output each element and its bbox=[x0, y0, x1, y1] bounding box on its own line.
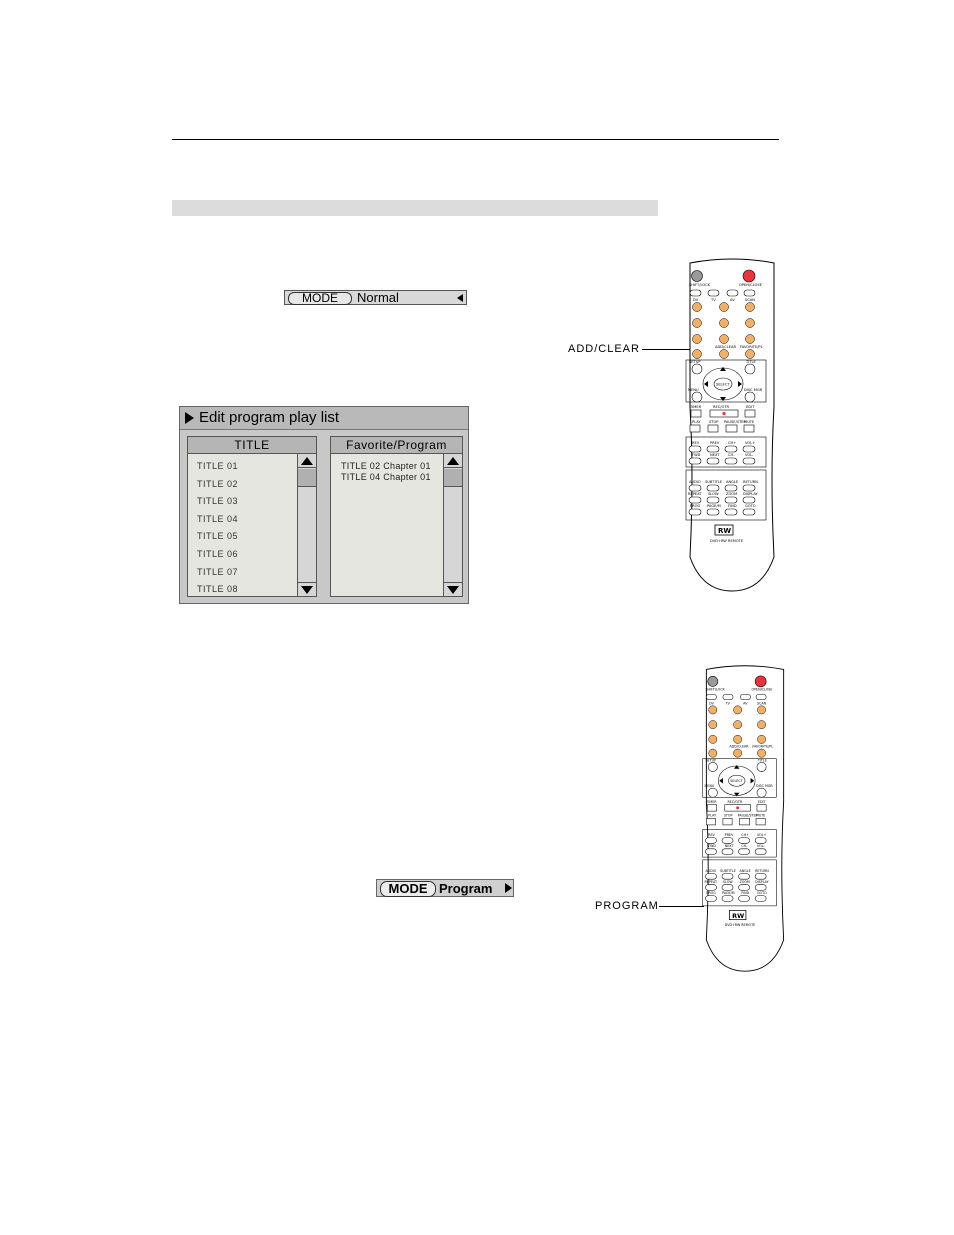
remote-label: VOL+ bbox=[756, 832, 767, 837]
remote-label: SCAN bbox=[745, 298, 755, 302]
dialog-header bbox=[180, 407, 468, 430]
remote-label: SETUP bbox=[705, 758, 717, 763]
remote-label: TIMER bbox=[706, 799, 717, 804]
remote-label: PAUSE/STEP bbox=[737, 813, 758, 818]
list-item[interactable]: TITLE 02 bbox=[197, 478, 239, 489]
remote-label: DISPLAY bbox=[743, 492, 758, 496]
remote-label: MUTE bbox=[744, 420, 755, 424]
remote-label: STOP bbox=[709, 420, 719, 424]
remote-label: REC/OTR bbox=[713, 405, 730, 409]
list-item[interactable]: TITLE 04 bbox=[197, 513, 239, 524]
list-item[interactable]: TITLE 06 bbox=[197, 548, 239, 559]
remote-label: DV bbox=[709, 701, 714, 706]
remote-label: SLOW bbox=[708, 492, 719, 496]
header-rule bbox=[172, 139, 779, 140]
remote-label: CH+ bbox=[728, 441, 737, 445]
program-callout: PROGRAM bbox=[595, 900, 659, 912]
remote-label: AV bbox=[730, 298, 735, 302]
program-scrollbar[interactable] bbox=[443, 454, 462, 596]
remote-label: ZOOM bbox=[739, 879, 750, 884]
remote-model: DVD+RW REMOTE bbox=[710, 539, 744, 543]
remote-label: STOP bbox=[723, 813, 733, 818]
open-close-button bbox=[743, 270, 755, 282]
remote-illustration bbox=[682, 257, 782, 592]
remote-label: NEXT bbox=[724, 843, 734, 848]
remote-label: PREV bbox=[710, 441, 720, 445]
remote-label: ANGLE bbox=[739, 868, 751, 873]
remote-label: OPEN/CLOSE bbox=[751, 687, 773, 692]
list-item[interactable]: TITLE 03 bbox=[197, 496, 239, 507]
remote-label: AUDIO bbox=[705, 868, 717, 873]
remote-label: SELECT bbox=[730, 779, 743, 784]
remote-logo: RW bbox=[718, 527, 732, 535]
title-list bbox=[197, 458, 238, 599]
remote-label: PREV bbox=[724, 832, 734, 837]
remote-label: VOL- bbox=[756, 843, 765, 848]
remote-label: EDIT bbox=[746, 405, 755, 409]
remote-label: SETUP bbox=[689, 360, 701, 364]
title-list-header: TITLE bbox=[188, 437, 316, 454]
program-list-panel bbox=[330, 436, 463, 597]
remote-label: PAGE/M bbox=[707, 504, 721, 508]
remote-label: FWD bbox=[692, 453, 701, 457]
mode-label: MODE bbox=[380, 881, 436, 897]
mode-label: MODE bbox=[288, 292, 352, 305]
remote-label: RETURN bbox=[755, 868, 769, 873]
remote-label: RETURN bbox=[743, 480, 758, 484]
remote-label: SUBTITLE bbox=[720, 868, 736, 873]
remote-label: PROG bbox=[690, 504, 701, 508]
remote-label: VOL- bbox=[745, 453, 754, 457]
remote-logo: RW bbox=[732, 911, 745, 920]
remote-label: MENU bbox=[704, 784, 715, 789]
remote-label: REV bbox=[692, 441, 700, 445]
remote-label: TV bbox=[725, 701, 730, 706]
remote-label: PROG bbox=[706, 890, 716, 895]
list-item[interactable]: TITLE 02 Chapter 01 bbox=[341, 461, 431, 471]
dialog-title: Edit program play list bbox=[199, 409, 340, 426]
arrow-down-icon bbox=[301, 586, 313, 594]
arrow-left-icon bbox=[457, 294, 463, 302]
remote-label: TV bbox=[711, 298, 716, 302]
remote-label: PLAY bbox=[708, 813, 717, 818]
remote-label: GOTO bbox=[756, 890, 767, 895]
arrow-up-icon bbox=[447, 457, 459, 465]
arrow-down-icon bbox=[447, 586, 459, 594]
mode-normal-bar bbox=[284, 290, 467, 305]
list-item[interactable]: TITLE 07 bbox=[197, 566, 239, 577]
edit-program-dialog bbox=[179, 406, 469, 604]
program-list bbox=[341, 461, 431, 483]
remote-label: CH+ bbox=[741, 832, 749, 837]
remote-label: MUTE bbox=[756, 813, 766, 818]
scroll-thumb[interactable] bbox=[298, 469, 316, 487]
remote-label: SCAN bbox=[756, 701, 767, 706]
program-leader-line bbox=[659, 906, 704, 907]
remote-label: DISC MGR bbox=[756, 784, 773, 789]
remote-label: DISC MGR bbox=[744, 388, 763, 392]
scroll-up-button[interactable] bbox=[444, 454, 462, 468]
remote-label: PLAY bbox=[692, 420, 701, 424]
remote-label: TITLE bbox=[757, 758, 767, 763]
mode-program-bar bbox=[376, 879, 514, 897]
remote-label: TITLE bbox=[746, 360, 756, 364]
add-clear-callout: ADD/CLEAR bbox=[568, 343, 640, 355]
remote-label: FAVORITE/PL bbox=[740, 345, 763, 349]
shift-lock-button bbox=[692, 271, 703, 282]
remote-label: GOTO bbox=[745, 504, 756, 508]
remote-label: REPEAT bbox=[704, 879, 717, 884]
remote-label: FIND bbox=[728, 504, 737, 508]
remote-control-1 bbox=[682, 257, 782, 592]
remote-illustration bbox=[699, 653, 791, 983]
mode-value: Program bbox=[439, 881, 493, 896]
remote-label: CH- bbox=[741, 843, 748, 848]
remote-label: CH- bbox=[728, 453, 735, 457]
remote-label: OPEN/CLOSE bbox=[739, 283, 762, 287]
section-heading-bar bbox=[172, 200, 658, 216]
remote-label: PAGE/M bbox=[722, 890, 735, 895]
remote-label: REPEAT bbox=[688, 492, 702, 496]
play-arrow-icon bbox=[185, 412, 194, 424]
remote-label: DISPLAY bbox=[755, 879, 769, 884]
remote-label: SHIFT/LOCK bbox=[705, 687, 725, 692]
remote-label: VOL+ bbox=[745, 441, 756, 445]
remote-label: ADD/CLEAR bbox=[729, 744, 749, 749]
list-item[interactable]: TITLE 04 Chapter 01 bbox=[341, 472, 431, 482]
remote-label: EDIT bbox=[757, 799, 766, 804]
scroll-down-button[interactable] bbox=[444, 582, 462, 596]
remote-label: SLOW bbox=[722, 879, 733, 884]
remote-label: MENU bbox=[688, 388, 699, 392]
remote-label: ANGLE bbox=[726, 480, 739, 484]
list-item[interactable]: TITLE 08 bbox=[197, 584, 239, 595]
remote-label: PAUSE/STEP bbox=[724, 420, 746, 424]
mode-value: Normal bbox=[357, 290, 399, 305]
remote-label: ADD/CLEAR bbox=[715, 345, 736, 349]
remote-label: SUBTITLE bbox=[705, 480, 723, 484]
remote-label: FIND bbox=[741, 890, 750, 895]
remote-control-2 bbox=[699, 653, 791, 983]
title-scrollbar[interactable] bbox=[297, 454, 316, 596]
list-item[interactable]: TITLE 05 bbox=[197, 531, 239, 542]
scroll-down-button[interactable] bbox=[298, 582, 316, 596]
scroll-thumb[interactable] bbox=[444, 469, 462, 487]
remote-label: AV bbox=[743, 701, 748, 706]
remote-label: DV bbox=[693, 298, 699, 302]
arrow-right-icon bbox=[505, 883, 512, 893]
remote-label: FWD bbox=[708, 843, 716, 848]
scroll-up-button[interactable] bbox=[298, 454, 316, 468]
remote-label: ZOOM bbox=[726, 492, 738, 496]
remote-label: SHIFT/LOCK bbox=[689, 283, 711, 287]
title-list-panel bbox=[187, 436, 317, 597]
program-list-header: Favorite/Program bbox=[331, 437, 462, 454]
remote-label: REC/OTR bbox=[727, 799, 743, 804]
remote-label: TIMER bbox=[690, 405, 702, 409]
remote-label: REV bbox=[708, 832, 715, 837]
remote-label: NEXT bbox=[710, 453, 720, 457]
remote-label: AUDIO bbox=[689, 480, 701, 484]
arrow-up-icon bbox=[301, 457, 313, 465]
list-item[interactable]: TITLE 01 bbox=[197, 461, 239, 471]
remote-label: FAVORITE/PL bbox=[752, 744, 774, 749]
remote-model: DVD+RW REMOTE bbox=[724, 923, 756, 928]
remote-label: SELECT bbox=[716, 382, 730, 387]
